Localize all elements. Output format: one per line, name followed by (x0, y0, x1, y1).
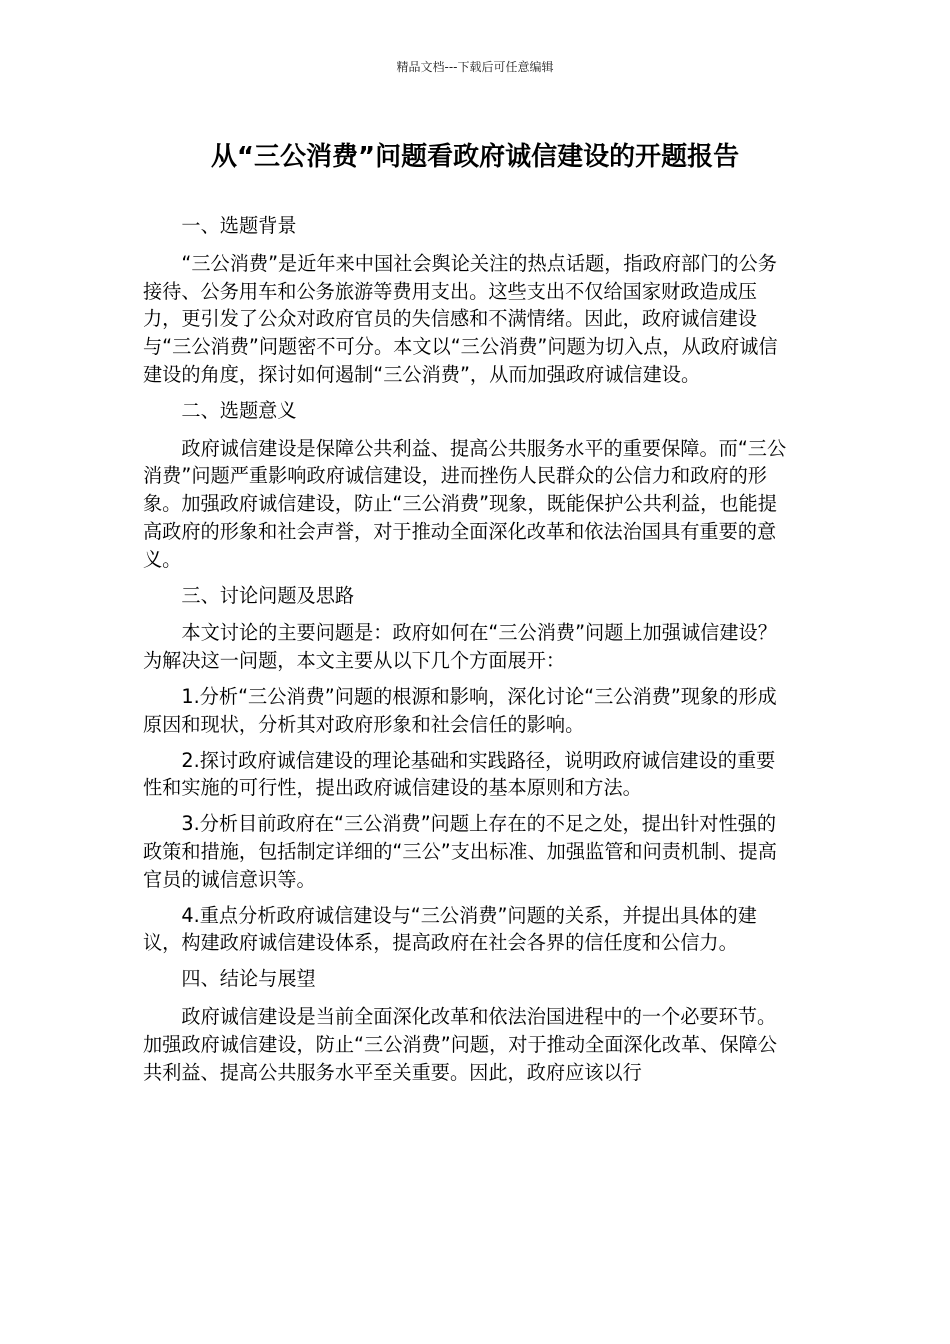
section-heading-background: 一、选题背景 (181, 214, 297, 237)
list-item-3: 3.分析目前政府在“三公消费”问题上存在的不足之处，提出针对性强的政策和措施，包括制定详细的“三公”支出标准、加强监管和问责机制、提高官员的诚信意识等。 (143, 812, 777, 891)
paragraph-discussion-intro: 本文讨论的主要问题是：政府如何在“三公消费”问题上加强诚信建设？为解决这一问题，本文主要从以下几个方面展开： (143, 621, 777, 673)
section-heading-discussion: 三、讨论问题及思路 (181, 583, 355, 607)
list-item-4: 4.重点分析政府诚信建设与“三公消费”问题的关系，并提出具体的建议，构建政府诚信建设体系，提高政府在社会各界的信任度和公信力。 (143, 903, 757, 955)
header-note: 精品文档---下载后可任意编辑 (396, 60, 554, 74)
document-body (143, 212, 793, 1094)
section-heading-significance: 二、选题意义 (181, 398, 297, 422)
paragraph-conclusion: 政府诚信建设是当前全面深化改革和依法治国进程中的一个必要环节。加强政府诚信建设，防止“三公消费”问题，对于推动全面深化改革、保障公共利益、提高公共服务水平至关重要。因此，政府应该以行 (143, 1004, 777, 1084)
document-title: 从“三公消费”问题看政府诚信建设的开题报告 (210, 142, 740, 172)
list-item-1: 1.分析“三公消费”问题的根源和影响，深化讨论“三公消费”现象的形成原因和现状，分析其对政府形象和社会信任的影响。 (143, 684, 777, 736)
paragraph-significance: 政府诚信建设是保障公共利益、提高公共服务水平的重要保障。而“三公消费”问题严重影响政府诚信建设，进而挫伤人民群众的公信力和政府的形象。加强政府诚信建设，防止“三公消费”现象，既能保护公共利益，也能提高政府的形象和社会声誉，对于推动全面深化改革和依法治国具有重要的意义。 (143, 436, 787, 571)
list-item-2: 2.探讨政府诚信建设的理论基础和实践路径，说明政府诚信建设的重要性和实施的可行性，提出政府诚信建设的基本原则和方法。 (143, 748, 776, 800)
paragraph-background: “三公消费”是近年来中国社会舆论关注的热点话题，指政府部门的公务接待、公务用车和公务旅游等费用支出。这些支出不仅给国家财政造成压力，更引发了公众对政府官员的失信感和不满情绪。因此，政府诚信建设与“三公消费”问题密不可分。本文以“三公消费”问题为切入点，从政府诚信建设的角度，探讨如何遏制“三公消费”，从而加强政府诚信建设。 (143, 251, 778, 386)
section-heading-conclusion: 四、结论与展望 (181, 967, 316, 991)
